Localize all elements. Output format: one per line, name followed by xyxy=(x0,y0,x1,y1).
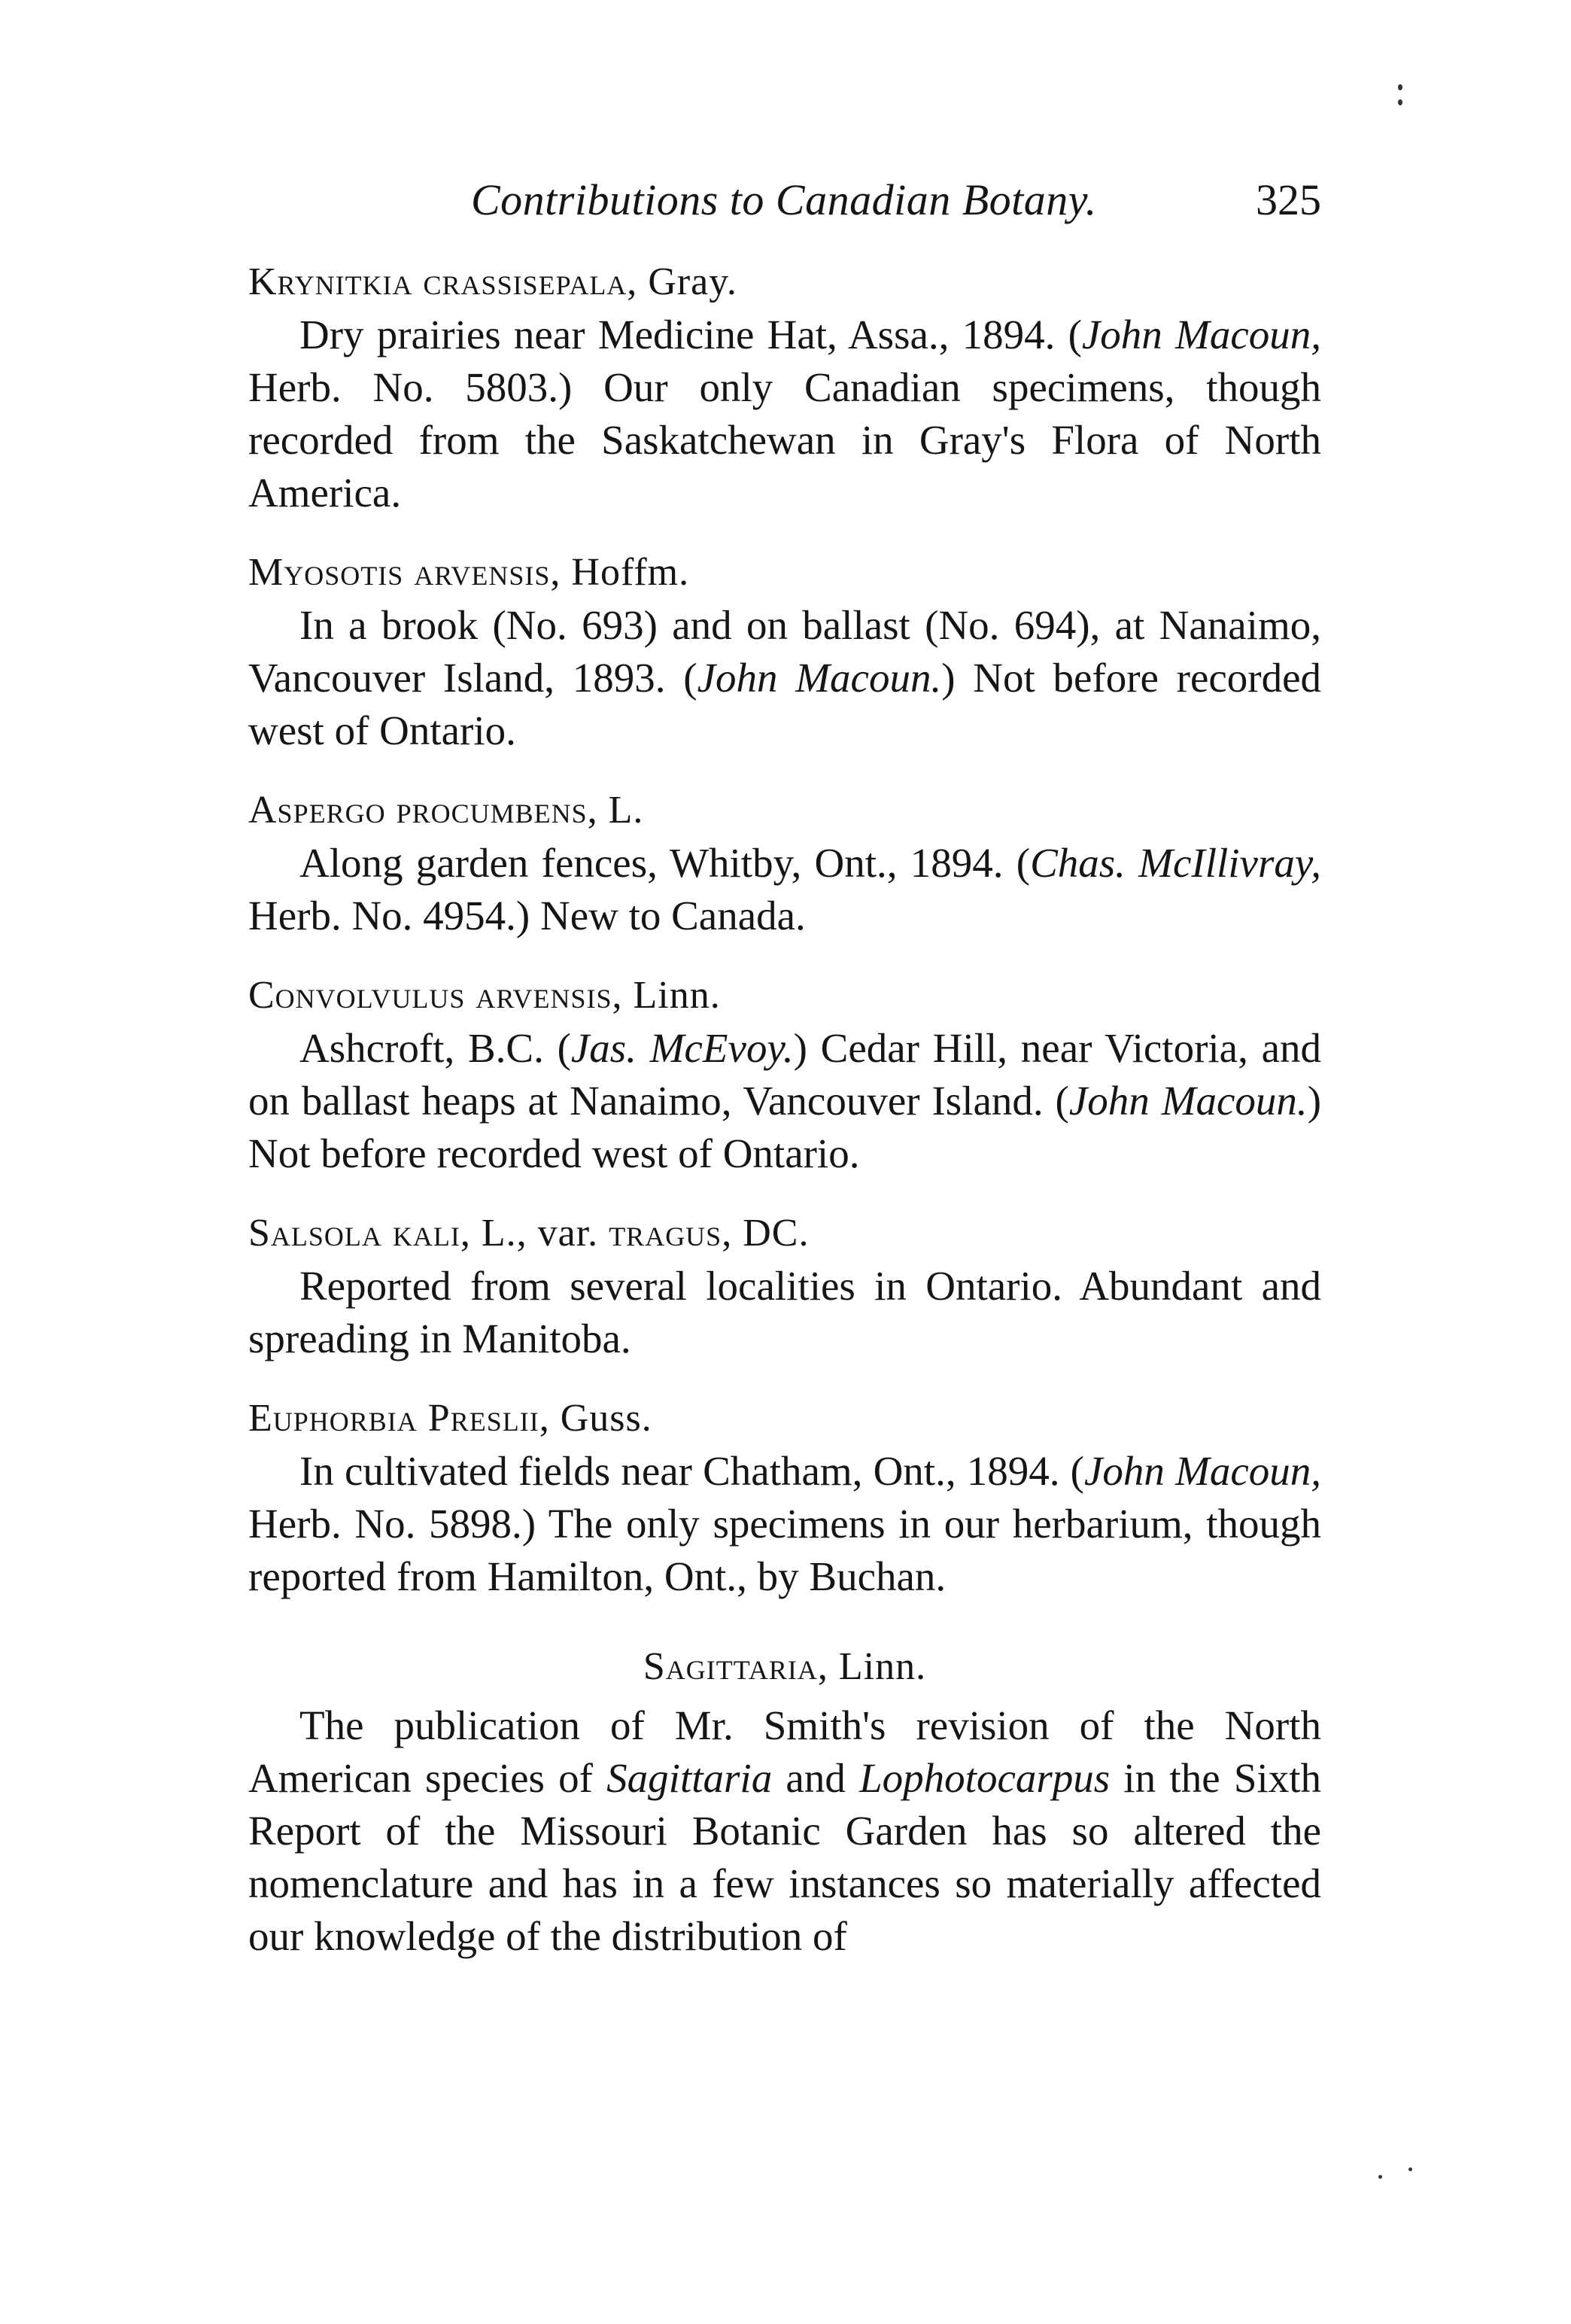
italic-citation: Sagittaria xyxy=(606,1755,773,1801)
section-heading xyxy=(248,1641,1321,1693)
genus-authority: Linn. xyxy=(828,1645,927,1688)
text-run: In a brook (No. 693) and on ballast (No. 694), at Nanaimo, Vancouver Island, 1893. ( xyxy=(248,602,1321,701)
species-entry xyxy=(248,1207,1321,1365)
genus-name: Sagittaria, xyxy=(643,1645,828,1688)
text-run: ) Cedar Hill, near Victoria, and on ballast heaps at Nanaimo, Vancouver Island. ( xyxy=(248,1025,1321,1124)
species-name: Convolvulus arvensis, xyxy=(248,974,623,1017)
text-run: in the Sixth Report of the Missouri Botanic Garden has so altered the nomenclature and has in a few instances so materially affected our knowledge of the distribution of xyxy=(248,1755,1321,1959)
section-paragraph xyxy=(248,1699,1321,1963)
variety-authority: DC. xyxy=(732,1212,810,1255)
species-description xyxy=(248,1445,1321,1603)
species-name: Euphorbia Preslii, xyxy=(248,1397,550,1440)
species-description xyxy=(248,1022,1321,1180)
text-run: Along garden fences, Whitby, Ont., 1894. ( xyxy=(299,840,1031,886)
species-entry xyxy=(248,969,1321,1180)
text-run: The publication of Mr. Smith's revision of the North American species of xyxy=(248,1702,1321,1801)
scan-speck xyxy=(1408,2167,1412,2171)
species-authority: L. xyxy=(597,789,644,832)
text-run: Herb. No. 5898.) The only specimens in our herbarium, though reported from Hamilton, Ont., by Buchan. xyxy=(248,1501,1321,1599)
scan-speck xyxy=(1398,84,1402,90)
species-name: Myosotis arvensis, xyxy=(248,551,561,594)
text-run: and xyxy=(772,1755,860,1801)
variety-name: tragus, xyxy=(609,1212,733,1255)
species-entry xyxy=(248,784,1321,942)
species-description xyxy=(248,309,1321,519)
italic-citation: John Macoun, xyxy=(1081,312,1321,357)
text-run: Ashcroft, B.C. ( xyxy=(299,1025,571,1071)
text-run: Herb. No. 5803.) Our only Canadian specimens, though recorded from the Saskatchewan in Gray's Flora of North America. xyxy=(248,364,1321,516)
species-description xyxy=(248,1260,1321,1365)
species-name: Aspergo procumbens, xyxy=(248,789,598,832)
species-authority: Linn. xyxy=(622,974,721,1017)
species-name: Salsola kali, xyxy=(248,1212,471,1255)
scan-speck xyxy=(1398,99,1402,105)
text-run: ) Not before recorded west of Ontario. xyxy=(248,655,1322,753)
running-title: Contributions to Canadian Botany. xyxy=(471,175,1097,224)
species-authority: Guss. xyxy=(549,1397,652,1440)
species-heading xyxy=(248,546,1321,599)
species-description xyxy=(248,599,1321,757)
text-run: Dry prairies near Medicine Hat, Assa., 1894. ( xyxy=(299,312,1082,357)
italic-citation: Chas. McIllivray, xyxy=(1030,840,1321,886)
species-name: Krynitkia crassisepala, xyxy=(248,260,638,303)
species-authority: L., var. xyxy=(470,1212,609,1255)
species-heading xyxy=(248,1207,1321,1260)
text-run: Herb. No. 4954.) New to Canada. xyxy=(248,893,806,938)
text-run: Reported from several localities in Ontario. Abundant and spreading in Manitoba. xyxy=(248,1263,1321,1361)
species-authority: Hoffm. xyxy=(561,551,690,594)
species-entry xyxy=(248,256,1321,519)
species-heading xyxy=(248,784,1321,837)
text-run: ) Not before recorded west of Ontario. xyxy=(248,1078,1322,1176)
italic-citation: Jas. McEvoy. xyxy=(570,1025,794,1071)
species-heading xyxy=(248,969,1321,1022)
species-authority: Gray. xyxy=(637,260,737,303)
species-entry xyxy=(248,1392,1321,1603)
page-content xyxy=(248,256,1321,1963)
page-number: 325 xyxy=(1256,175,1321,224)
species-heading xyxy=(248,256,1321,309)
species-entry xyxy=(248,546,1321,757)
italic-citation: John Macoun. xyxy=(1068,1078,1308,1124)
text-run: In cultivated fields near Chatham, Ont., 1894. ( xyxy=(299,1448,1084,1494)
scan-speck xyxy=(1378,2175,1382,2179)
page-header xyxy=(248,175,1321,227)
species-heading xyxy=(248,1392,1321,1445)
species-description xyxy=(248,837,1321,942)
italic-citation: John Macoun. xyxy=(697,655,942,701)
italic-citation: Lophotocarpus xyxy=(859,1755,1111,1801)
italic-citation: John Macoun, xyxy=(1083,1448,1322,1494)
